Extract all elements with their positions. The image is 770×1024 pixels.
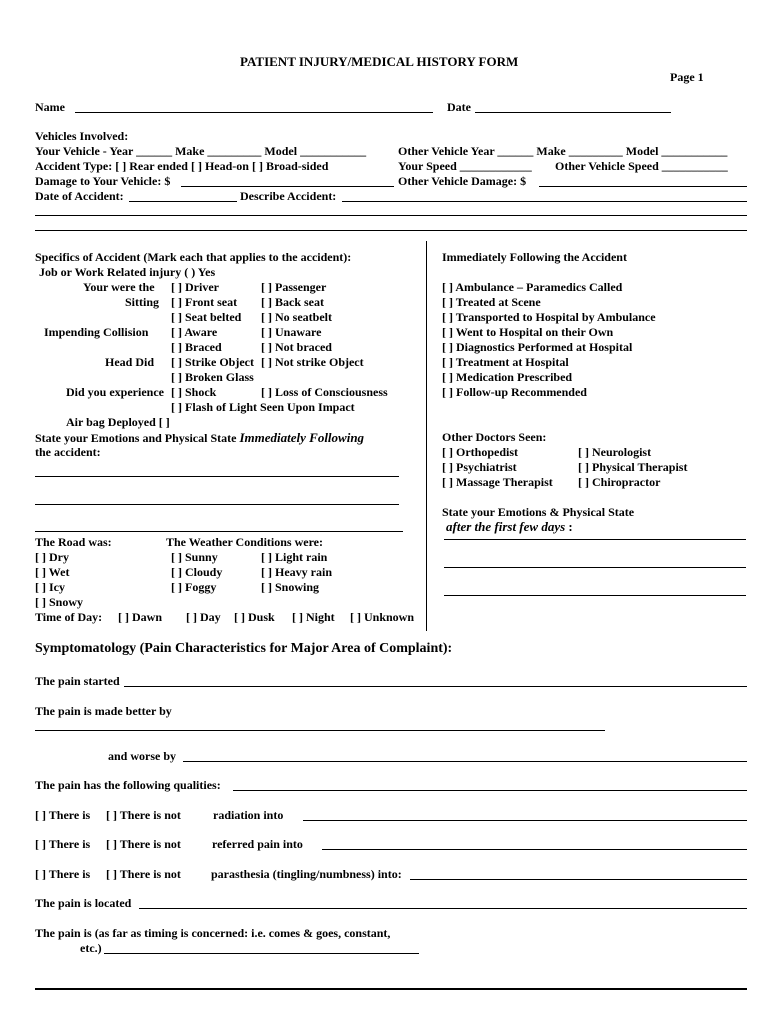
emotions-text-c: the accident: [35, 445, 101, 459]
radiation-field[interactable] [303, 820, 747, 821]
following-item[interactable]: [ ] Treatment at Hospital [442, 355, 569, 369]
parasthesia-field[interactable] [410, 879, 747, 880]
other-damage-label: Other Vehicle Damage: $ [398, 174, 527, 188]
emotions-line-2[interactable] [35, 504, 399, 505]
road-wet-option[interactable]: [ ] Wet [35, 565, 70, 579]
strike-object-option[interactable]: [ ] Strike Object [171, 355, 254, 369]
road-icy-option[interactable]: [ ] Icy [35, 580, 65, 594]
sitting-label: Sitting [125, 295, 160, 309]
column-divider [426, 241, 427, 631]
after-days-label-1: State your Emotions & Physical State [442, 505, 635, 519]
vehicles-heading: Vehicles Involved: [35, 129, 129, 143]
pain-worse-label: and worse by [108, 749, 177, 763]
describe-accident-line-2[interactable] [35, 215, 747, 216]
weather-cloudy-option[interactable]: [ ] Cloudy [171, 565, 223, 579]
parasthesia-there-is-not[interactable]: [ ] There is not [106, 867, 181, 881]
referred-there-is-not[interactable]: [ ] There is not [106, 837, 181, 851]
front-seat-option[interactable]: [ ] Front seat [171, 295, 238, 309]
not-braced-option[interactable]: [ ] Not braced [261, 340, 332, 354]
airbag-option[interactable]: Air bag Deployed [ ] [66, 415, 170, 429]
pain-better-field[interactable] [35, 730, 605, 731]
back-seat-option[interactable]: [ ] Back seat [261, 295, 324, 309]
damage-label: Damage to Your Vehicle: $ [35, 174, 171, 188]
your-vehicle-line[interactable]: Your Vehicle - Year ______ Make _________ Model ___________ [35, 144, 367, 158]
page-number: Page 1 [670, 70, 704, 84]
broken-glass-option[interactable]: [ ] Broken Glass [171, 370, 254, 384]
after-days-line-1[interactable] [444, 539, 746, 540]
psychiatrist-option[interactable]: [ ] Psychiatrist [442, 460, 517, 474]
time-of-day-label: Time of Day: [35, 610, 103, 624]
weather-heavy-rain-option[interactable]: [ ] Heavy rain [261, 565, 332, 579]
neurologist-option[interactable]: [ ] Neurologist [578, 445, 652, 459]
date-label: Date [447, 100, 471, 114]
emotions-line-3[interactable] [35, 531, 403, 532]
date-of-accident-label: Date of Accident: [35, 189, 124, 203]
following-item[interactable]: [ ] Treated at Scene [442, 295, 541, 309]
pain-timing-field[interactable] [104, 953, 419, 954]
damage-field[interactable] [181, 186, 394, 187]
emotions-text-b: Immediately Following [239, 430, 365, 445]
impending-collision-label: Impending Collision [44, 325, 149, 339]
time-unknown-option[interactable]: [ ] Unknown [350, 610, 415, 624]
after-days-line-2[interactable] [444, 567, 746, 568]
were-the-label: Your were the [83, 280, 155, 294]
your-speed-line[interactable]: Your Speed ____________ [398, 159, 532, 173]
following-item[interactable]: [ ] Ambulance – Paramedics Called [442, 280, 623, 294]
following-item[interactable]: [ ] Diagnostics Performed at Hospital [442, 340, 633, 354]
radiation-there-is-not[interactable]: [ ] There is not [106, 808, 181, 822]
road-snowy-option[interactable]: [ ] Snowy [35, 595, 84, 609]
seat-belted-option[interactable]: [ ] Seat belted [171, 310, 242, 324]
pain-worse-field[interactable] [183, 761, 747, 762]
after-days-label-2 [446, 520, 573, 533]
pain-located-field[interactable] [139, 908, 747, 909]
specifics-heading: Specifics of Accident (Mark each that applies to the accident): [35, 250, 352, 264]
massage-therapist-option[interactable]: [ ] Massage Therapist [442, 475, 553, 489]
flash-light-option[interactable]: [ ] Flash of Light Seen Upon Impact [171, 400, 355, 414]
weather-snowing-option[interactable]: [ ] Snowing [261, 580, 320, 594]
experience-label: Did you experience [66, 385, 164, 399]
describe-accident-field[interactable] [342, 201, 747, 202]
bottom-rule [35, 988, 747, 990]
time-day-option[interactable]: [ ] Day [186, 610, 221, 624]
referred-there-is[interactable]: [ ] There is [35, 837, 91, 851]
not-strike-object-option[interactable]: [ ] Not strike Object [261, 355, 364, 369]
page-title: PATIENT INJURY/MEDICAL HISTORY FORM [240, 54, 519, 69]
unaware-option[interactable]: [ ] Unaware [261, 325, 322, 339]
following-heading: Immediately Following the Accident [442, 250, 627, 264]
parasthesia-label: parasthesia (tingling/numbness) into: [211, 867, 402, 881]
pain-located-label: The pain is located [35, 896, 132, 910]
referred-label: referred pain into [212, 837, 303, 851]
weather-light-rain-option[interactable]: [ ] Light rain [261, 550, 328, 564]
weather-foggy-option[interactable]: [ ] Foggy [171, 580, 217, 594]
symptoms-heading: Symptomatology (Pain Characteristics for Major Area of Complaint): [35, 641, 453, 656]
after-days-line-3[interactable] [444, 595, 746, 596]
driver-option[interactable]: [ ] Driver [171, 280, 219, 294]
doctors-heading: Other Doctors Seen: [442, 430, 547, 444]
road-dry-option[interactable]: [ ] Dry [35, 550, 69, 564]
pain-qualities-field[interactable] [233, 790, 747, 791]
radiation-label: radiation into [213, 808, 284, 822]
passenger-option[interactable]: [ ] Passenger [261, 280, 327, 294]
accident-type-line[interactable]: Accident Type: [ ] Rear ended [ ] Head-on [ ] Broad-sided [35, 159, 329, 173]
emotions-label [35, 431, 364, 444]
orthopedist-option[interactable]: [ ] Orthopedist [442, 445, 518, 459]
pain-timing-label-2: etc.) [80, 941, 102, 955]
radiation-there-is[interactable]: [ ] There is [35, 808, 91, 822]
time-dawn-option[interactable]: [ ] Dawn [118, 610, 162, 624]
describe-accident-line-3[interactable] [35, 230, 747, 231]
pain-started-label: The pain started [35, 674, 120, 688]
date-of-accident-field[interactable] [129, 201, 237, 202]
parasthesia-there-is[interactable]: [ ] There is [35, 867, 91, 881]
loss-consciousness-option[interactable]: [ ] Loss of Consciousness [261, 385, 388, 399]
no-seatbelt-option[interactable]: [ ] No seatbelt [261, 310, 332, 324]
other-vehicle-line[interactable]: Other Vehicle Year ______ Make _________ Model ___________ [398, 144, 728, 158]
other-damage-field[interactable] [539, 186, 747, 187]
aware-option[interactable]: [ ] Aware [171, 325, 218, 339]
after-days-text: after the first few days [446, 519, 566, 534]
describe-accident-label: Describe Accident: [240, 189, 337, 203]
time-night-option[interactable]: [ ] Night [292, 610, 335, 624]
following-item[interactable]: [ ] Follow-up Recommended [442, 385, 587, 399]
weather-heading: The Weather Conditions were: [166, 535, 324, 549]
pain-qualities-label: The pain has the following qualities: [35, 778, 221, 792]
road-heading: The Road was: [35, 535, 112, 549]
date-field[interactable] [475, 112, 671, 113]
referred-field[interactable] [322, 849, 747, 850]
time-dusk-option[interactable]: [ ] Dusk [234, 610, 275, 624]
braced-option[interactable]: [ ] Braced [171, 340, 222, 354]
shock-option[interactable]: [ ] Shock [171, 385, 217, 399]
other-speed-line[interactable]: Other Vehicle Speed ___________ [555, 159, 728, 173]
after-days-colon: : [568, 519, 573, 534]
emotions-line-1[interactable] [35, 476, 399, 477]
pain-started-field[interactable] [124, 686, 747, 687]
name-field[interactable] [75, 112, 433, 113]
emotions-text-a: State your Emotions and Physical State [35, 431, 237, 445]
following-item[interactable]: [ ] Transported to Hospital by Ambulance [442, 310, 656, 324]
head-did-label: Head Did [105, 355, 155, 369]
pain-timing-label: The pain is (as far as timing is concerned: i.e. comes & goes, constant, [35, 926, 391, 940]
weather-sunny-option[interactable]: [ ] Sunny [171, 550, 218, 564]
pain-better-label: The pain is made better by [35, 704, 172, 718]
following-item[interactable]: [ ] Went to Hospital on their Own [442, 325, 614, 339]
name-label: Name [35, 100, 65, 114]
job-related-option[interactable]: Job or Work Related injury ( ) Yes [39, 265, 216, 279]
chiropractor-option[interactable]: [ ] Chiropractor [578, 475, 661, 489]
following-item[interactable]: [ ] Medication Prescribed [442, 370, 573, 384]
physical-therapist-option[interactable]: [ ] Physical Therapist [578, 460, 688, 474]
